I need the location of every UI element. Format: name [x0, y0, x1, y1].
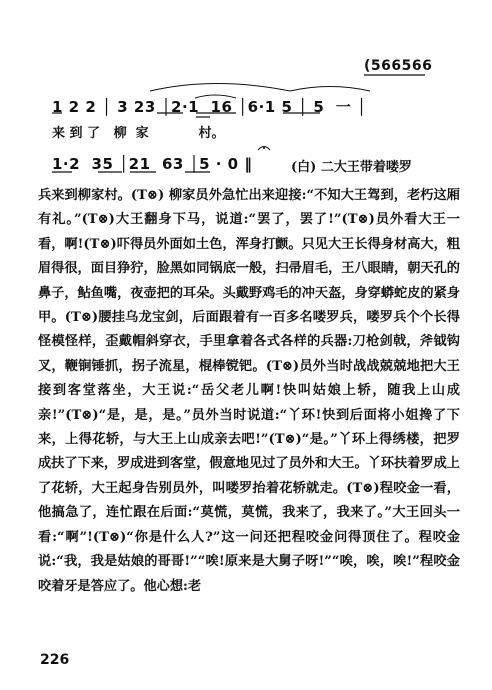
score-corner-figure: (566566 — [364, 58, 433, 74]
score-line-2-speech: (白) 二大王带着喽罗 — [291, 160, 412, 175]
page-number: 226 — [40, 652, 70, 668]
score-line-2-notes: 1·2 35 │21 63 │5 · 0 ‖ — [52, 155, 253, 173]
score-line-1-lyrics: 来 到 了 柳 家 村。 — [52, 126, 225, 141]
body-text: 兵来到柳家村。(T⊗) 柳家员外急忙出来迎接:“不知大王驾到，老朽这厢有礼。”(T⊗)大王翻身下马，说道:“罢了，罢了!”(T⊗)员外看大王一看，啊!(T⊗)吓得员外面如土色，浑身打颤。只见大王长得身材高大，粗眉得很，面目狰狞，脸黑如同锅底一般，扫帚眉毛，王八眼睛，朝天孔的鼻子，鲇鱼嘴，夜壶把的耳朵。头戴野鸡毛的冲天盔，身穿蟒蛇皮的紧身甲。(T⊗)腰挂乌龙宝剑，后面跟着有一百多名喽罗兵，喽罗兵个个长得怪模怪样，歪戴帽斜穿衣，手里拿着各式各样的兵器:刀枪剑戟，斧钺钩叉，鞭锏锤抓，拐子流星，棍棒镋钯。(T⊗)员外当时战战兢兢地把大王接到客堂落坐，大王说:“岳父老儿啊!快叫姑娘上轿，随我上山成亲!”(T⊗)“是，是，是。”员外当时说道:“丫环!快到后面将小姐搀了下来，上得花轿，与大王上山成亲去吧!”(T⊗)“是。”丫环上得绣楼，把罗成扶了下来，罗成进到客堂，假意地见过了员外和大王。丫环扶着罗成上了花轿，大王起身告别员外，叫喽罗抬着花轿就走。(T⊗)程咬金一看，他搞急了，连忙跟在后面:“莫慌，莫慌，我来了，我来了。”大王回头一看:“啊”!(T⊗)“你是什么人?”这一问还把程咬金问得顶住了。程咬金说:“我，我是姑娘的哥哥!”“唉!原来是大舅子呀!”“唉，唉，唉!”程咬金咬着牙是答应了。他心想:老 — [38, 188, 460, 594]
body-paragraph — [38, 184, 460, 599]
score-line-1-notes: 1 2 2 │ 3 23 │2·1 16 │6·1 5 │ 5 一 │ — [52, 98, 367, 116]
